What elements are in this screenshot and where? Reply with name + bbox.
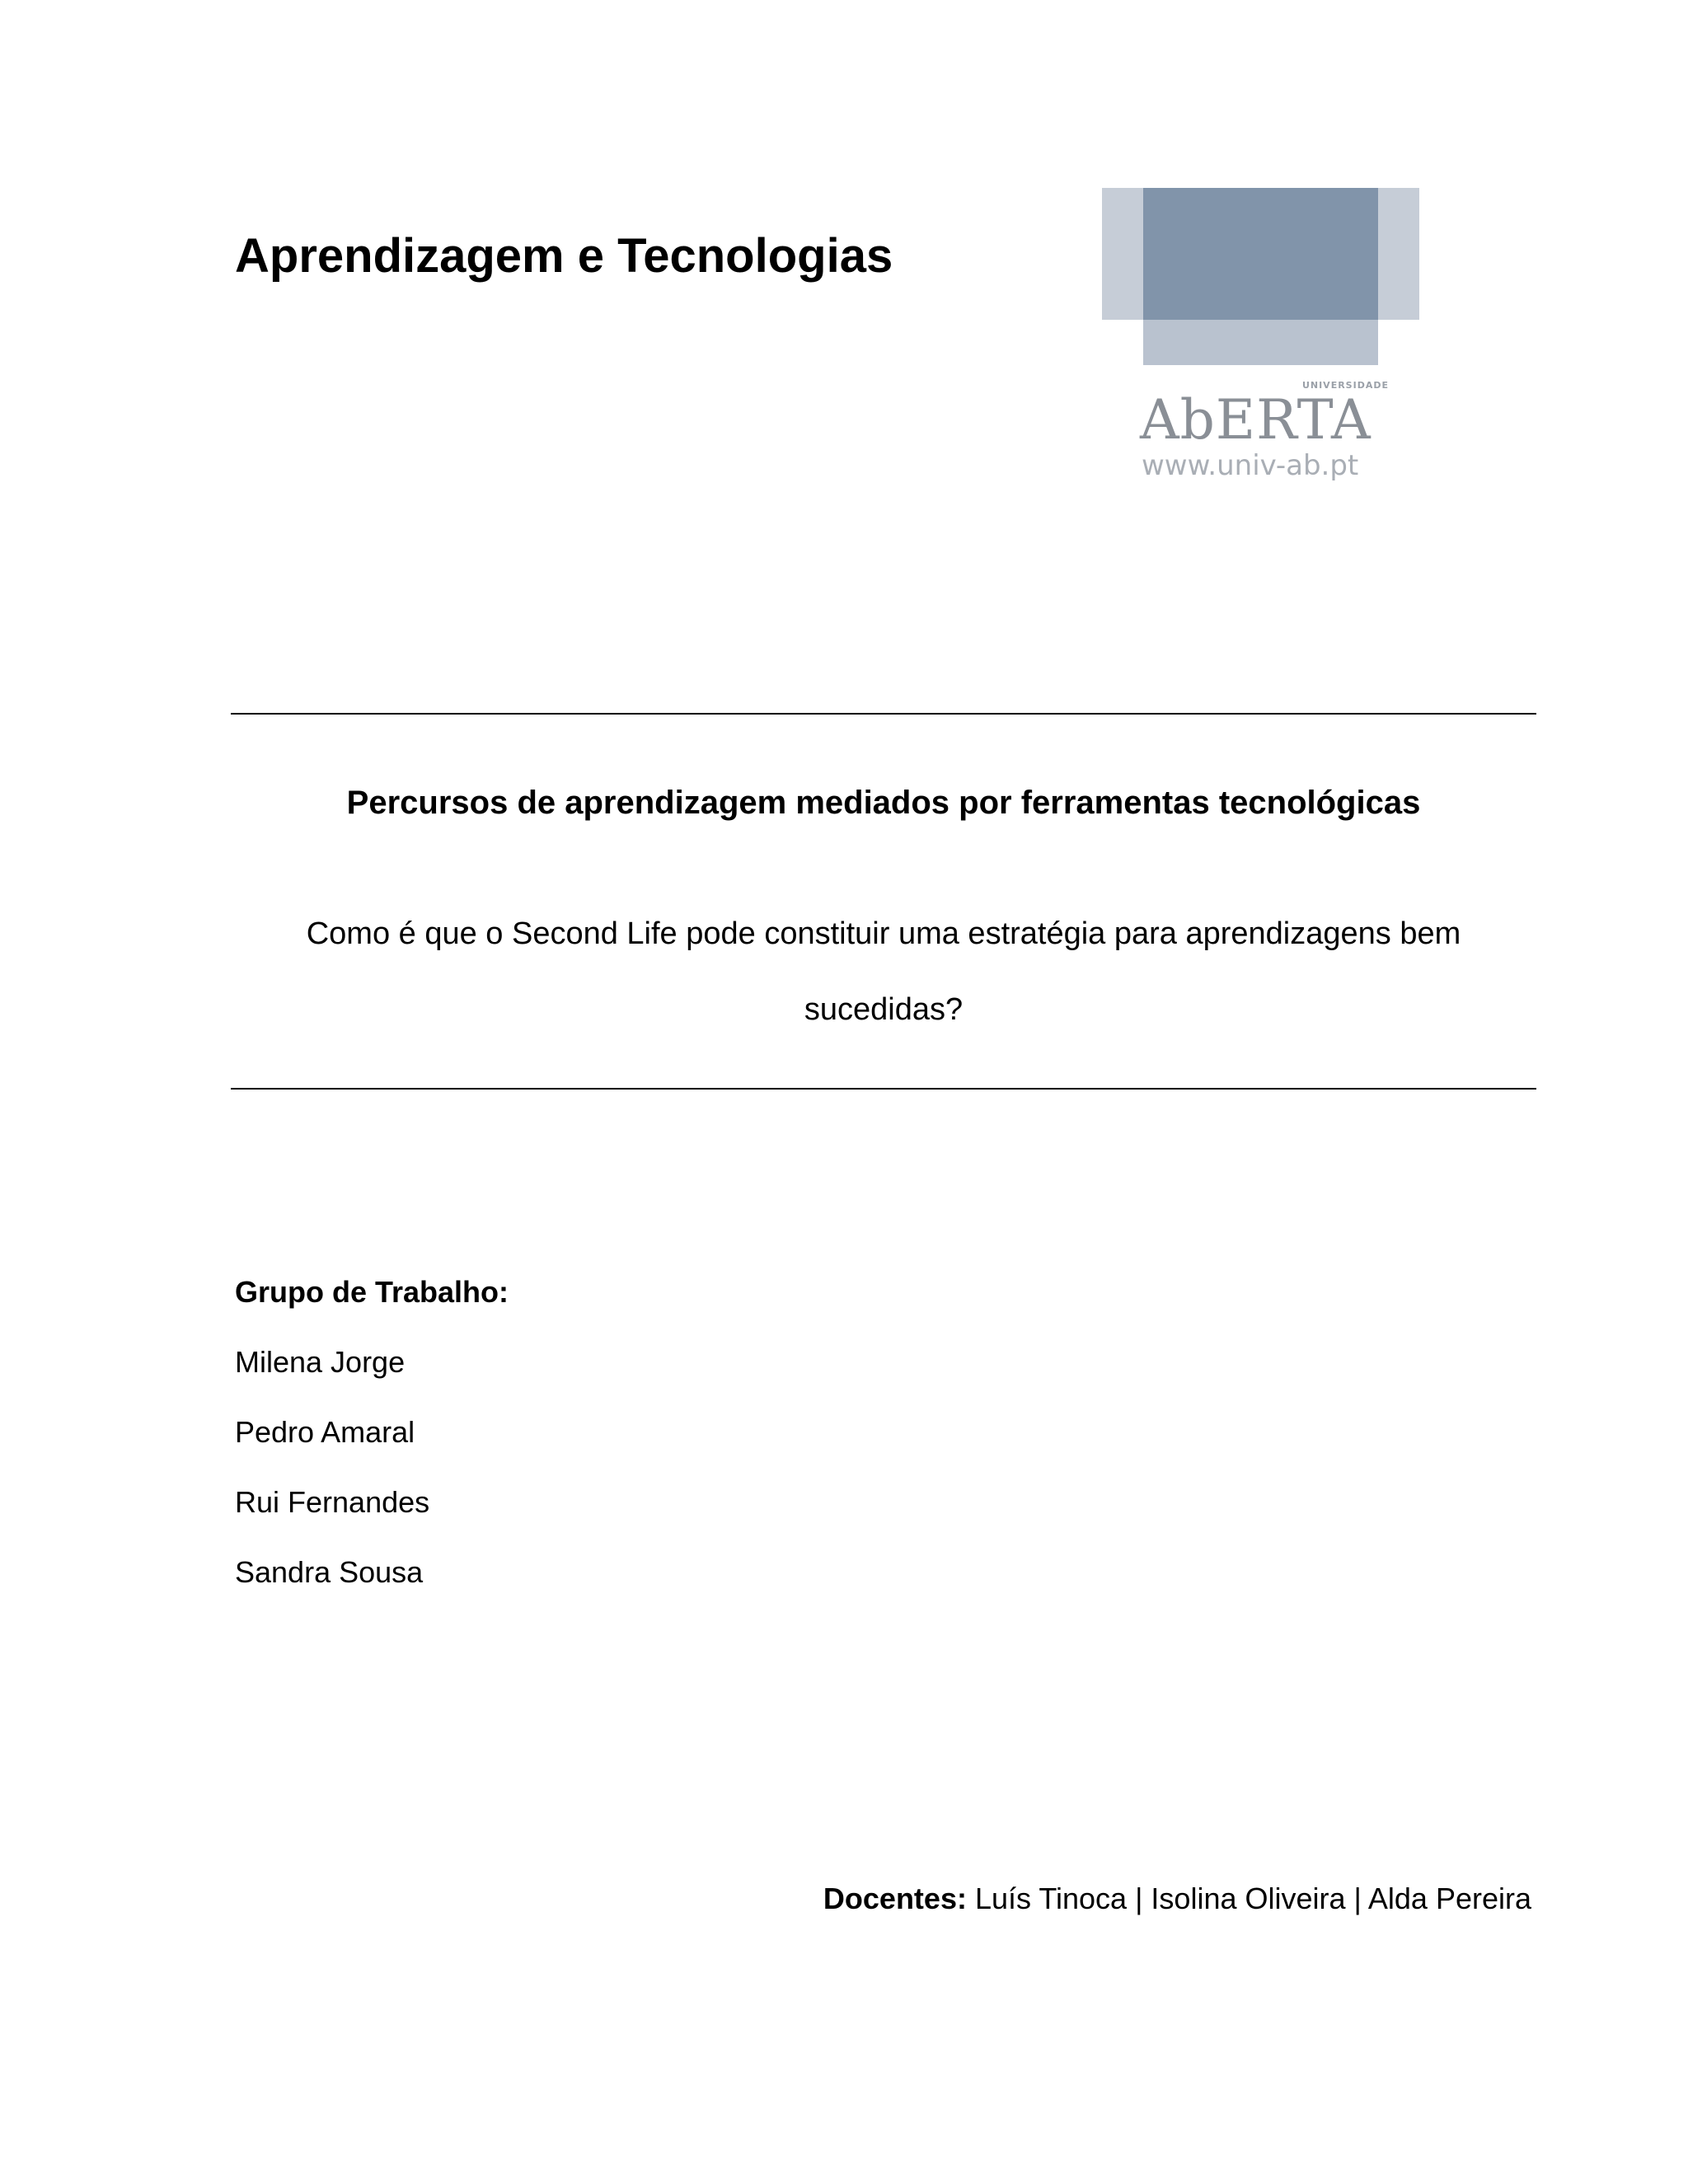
logo-square-front xyxy=(1143,188,1378,320)
document-subtitle: Percursos de aprendizagem mediados por ferramentas tecnológicas xyxy=(346,785,1421,821)
divider-bottom xyxy=(231,1088,1536,1090)
university-logo xyxy=(1100,185,1422,490)
research-question xyxy=(231,896,1536,1047)
teachers-line xyxy=(823,1882,1531,1916)
work-group xyxy=(235,1273,509,1624)
work-group-label: Grupo de Trabalho: xyxy=(235,1275,509,1309)
document-title: Aprendizagem e Tecnologias xyxy=(235,229,893,283)
logo-small-text: UNIVERSIDADE xyxy=(1301,380,1389,391)
research-question-line: Como é que o Second Life pode constituir uma estratégia para aprendizagens bem xyxy=(306,916,1461,951)
divider-top xyxy=(231,713,1536,715)
group-member: Sandra Sousa xyxy=(235,1555,424,1589)
logo-url: www.univ-ab.pt xyxy=(1142,449,1359,482)
teachers-names: Luís Tinoca | Isolina Oliveira | Alda Pereira xyxy=(966,1882,1531,1915)
logo-wordmark: AbERTA xyxy=(1140,388,1372,452)
teachers-label: Docentes: xyxy=(823,1882,967,1915)
group-member: Pedro Amaral xyxy=(235,1415,415,1449)
group-member: Milena Jorge xyxy=(235,1345,406,1379)
group-member: Rui Fernandes xyxy=(235,1485,430,1519)
research-question-line: sucedidas? xyxy=(804,992,964,1027)
